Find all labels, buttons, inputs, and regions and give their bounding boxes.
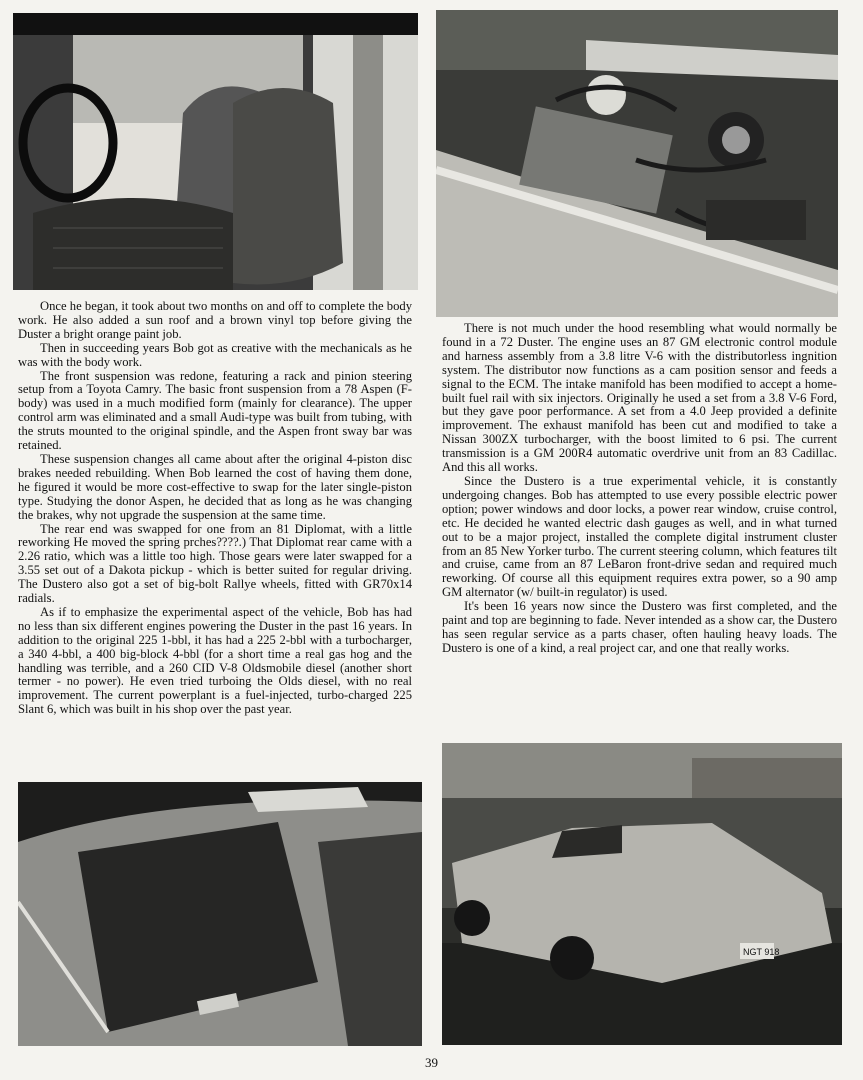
engine-photo xyxy=(436,10,838,317)
paragraph: The rear end was swapped for one from an 81 Diplomat, with a little reworking He moved the spring prches????.) That Diplomat rear came with a 2.26 ratio, which was a little too high. Those gears were later swapped for a 3.55 set out of a Dakota pickup - which is better suited for regular driving. The Dustero also got a set of big-bolt Rallye wheels, fitted with GR70x14 radials. xyxy=(18,521,412,606)
interior-illustration xyxy=(13,13,418,290)
sunroof-illustration xyxy=(18,782,422,1046)
paragraph: Then in succeeding years Bob got as creative with the mechanicals as he was with the body work. xyxy=(18,340,412,369)
interior-photo xyxy=(13,13,418,290)
paragraph: The front suspension was redone, featuring a rack and pinion steering setup from a Toyota Camry. The basic front suspension from a 78 Aspen (F-body) was used in a much modified form (mainly for clearance). The upper control arm was eliminated and a small Audi-type was built from tubing, with the struts mounted to the original spindle, and the Aspen front sway bar was retained. xyxy=(18,368,412,453)
rear-illustration xyxy=(442,743,842,1045)
paragraph: There is not much under the hood resembling what would normally be found in a 72 Duster. The engine uses an 87 GM electronic control module and harness assembly from a 3.8 litre V-6 with the distributorless ingnition system. The distributor now functions as a cam position sensor and feeds a signal to the ECM. The intake manifold has been modified to accept a home-built fuel rail with six injectors. Originally he used a set from a 3.8 V-6 Ford, but they gave poor performance. A set from a 4.0 Jeep provided a definite improvement. The exhaust manifold has been cut and modified to take a Nissan 300ZX turbocharger, with the boost limited to 6 psi. The current transmission is a GM 200R4 automatic overdrive unit from an 83 Cadillac. And this all works. xyxy=(442,321,837,475)
paragraph: Since the Dustero is a true experimental vehicle, it is constantly undergoing changes. Bob has attempted to use every possible electric power option; power windows and door locks, a power rear window, cruise control, etc. He decided he wanted electric dash gauges as well, and in what turned out to be a major project, installed the complete digital instrument cluster from an 85 New Yorker turbo. The current steering column, which features tilt and cruise, came from an 87 LeBaron front-drive sedan and required much reworking. Of course all this equipment requires extra power, so a 90 amp GM alternator (w/ built-in regulator) is used. xyxy=(442,473,837,600)
left-column-text xyxy=(18,300,412,717)
license-plate-text: NGT 918 xyxy=(743,947,780,957)
paragraph: Once he began, it took about two months on and off to complete the body work. He also added a sun roof and a brown vinyl top before giving the Duster a bright orange paint job. xyxy=(18,299,412,341)
page-number: 39 xyxy=(425,1055,438,1070)
sunroof-photo xyxy=(18,782,422,1046)
rear-photo xyxy=(442,743,842,1045)
engine-illustration xyxy=(436,10,838,317)
paragraph: As if to emphasize the experimental aspect of the vehicle, Bob has had no less than six different engines powering the Duster in the past 16 years. In addition to the original 225 1-bbl, it has had a 225 2-bbl with a turbocharger, a 340 4-bbl, a 400 big-block 4-bbl (for a short time a real gas hog and the handling was terrible, and a 260 CID V-8 Oldsmobile diesel (another short termer - no power). He even tried turboing the Olds diesel, with no real improvement. The current powerplant is a fuel-injected, turbo-charged 225 Slant 6, which was built in his shop over the past year. xyxy=(18,604,412,717)
paragraph: It's been 16 years now since the Dustero was first completed, and the paint and top are beginning to fade. Never intended as a show car, the Dustero has seen regular service as a parts chaser, often hauling heavy loads. The Dustero is one of a kind, a real project car, and one that really works. xyxy=(442,599,837,655)
right-column-text xyxy=(442,322,837,656)
paragraph: These suspension changes all came about after the original 4-piston disc brakes needed rebuilding. When Bob learned the cost of having them done, he figured it would be more cost-effective to swap for the later single-piston type. Studying the donor Aspen, he decided that as long as he was changing the brakes, why not upgrade the suspension at the same time. xyxy=(18,451,412,522)
